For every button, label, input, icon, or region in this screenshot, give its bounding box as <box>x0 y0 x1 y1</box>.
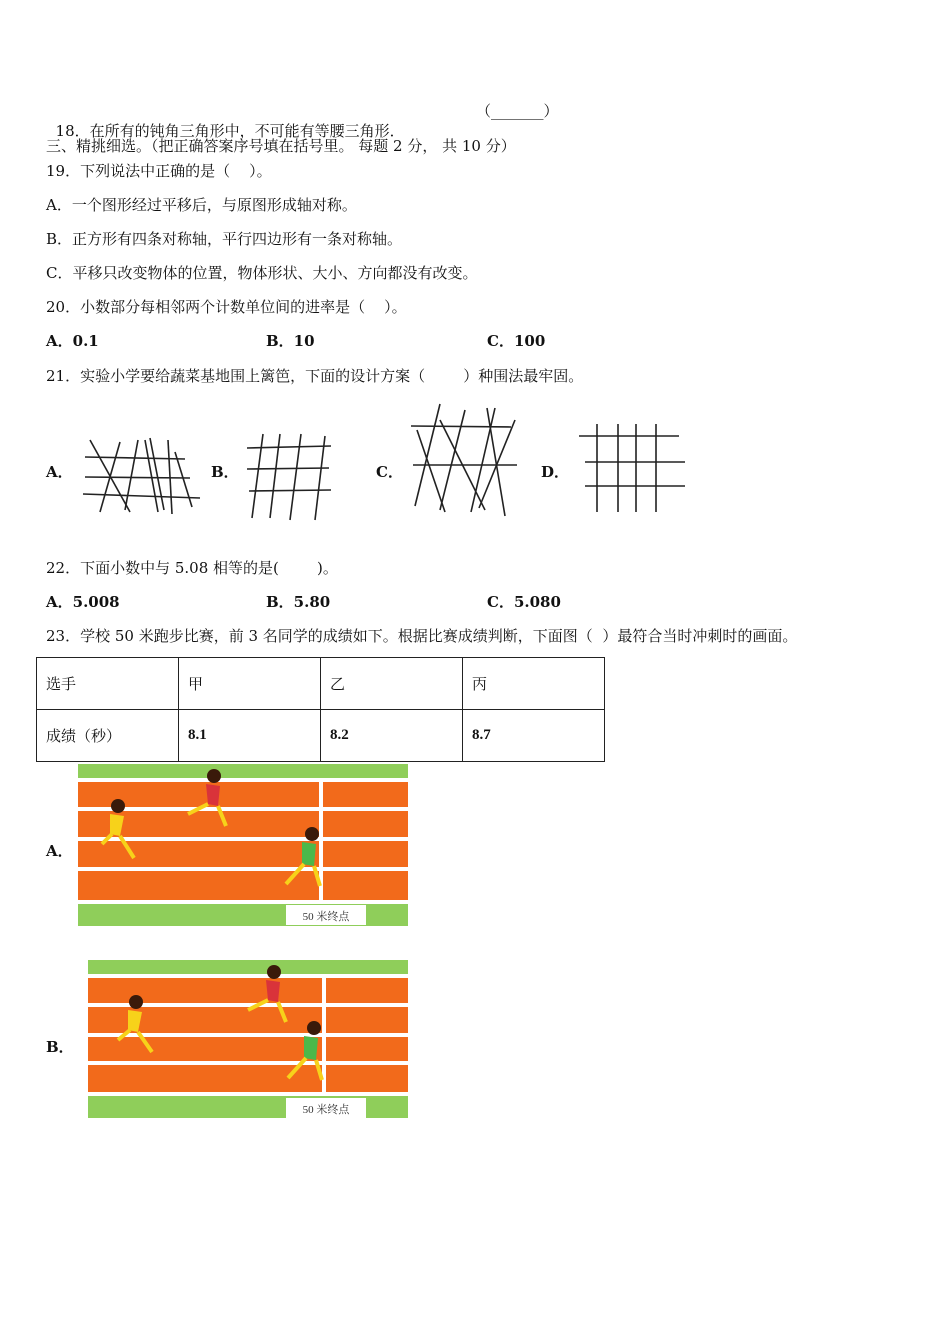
q22-option-a[interactable]: A．5.008 <box>46 593 120 611</box>
table-row <box>37 658 605 710</box>
race-picture-b <box>86 958 410 1120</box>
q19-option-c[interactable]: C．平移只改变物体的位置，物体形状、大小、方向都没有改变。 <box>46 264 478 282</box>
q21-label-c[interactable]: C． <box>376 463 403 481</box>
fence-diagram-c <box>405 400 523 522</box>
q19-option-a[interactable]: A．一个图形经过平移后，与原图形成轴对称。 <box>46 196 357 214</box>
fence-diagram-d <box>575 420 690 516</box>
q22-stem: 22．下面小数中与 5.08 相等的是( )。 <box>46 559 338 577</box>
q23-label-b[interactable]: B． <box>46 1038 74 1056</box>
section-title: 三、精挑细选。（把正确答案序号填在括号里。 每题 2 分， 共 10 分） <box>46 137 516 155</box>
q22-option-c[interactable]: C．5.080 <box>487 593 561 611</box>
q19-stem: 19．下列说法中正确的是（ ）。 <box>46 162 272 180</box>
table-cell: 8.1 <box>179 710 321 762</box>
table-header-cell: 选手 <box>37 658 179 710</box>
q23-stem: 23．学校 50 米跑步比赛，前 3 名同学的成绩如下。根据比赛成绩判断，下面图（ ）最符合当时冲刺时的画面。 <box>46 627 798 645</box>
table-cell: 8.7 <box>463 710 605 762</box>
q21-label-a[interactable]: A． <box>46 463 73 481</box>
table-row <box>37 710 605 762</box>
q22-option-b[interactable]: B．5.80 <box>266 593 331 611</box>
finish-line-label: 50 米终点 <box>302 911 350 923</box>
scores-table <box>36 657 605 762</box>
fence-diagram-a <box>80 432 205 520</box>
table-header-cell: 乙 <box>321 658 463 710</box>
table-cell: 成绩（秒） <box>37 710 179 762</box>
q21-label-d[interactable]: D． <box>541 463 570 481</box>
q18-text: 18．在所有的钝角三角形中，不可能有等腰三角形． <box>55 122 405 140</box>
finish-line-label: 50 米终点 <box>302 1104 350 1116</box>
q23-label-a[interactable]: A． <box>46 842 73 860</box>
q20-option-a[interactable]: A．0.1 <box>46 332 99 350</box>
q21-label-b[interactable]: B． <box>211 463 239 481</box>
table-header-cell: 甲 <box>179 658 321 710</box>
q20-stem: 20．小数部分每相邻两个计数单位间的进率是（ ）。 <box>46 298 407 316</box>
q19-option-b[interactable]: B．正方形有四条对称轴，平行四边形有一条对称轴。 <box>46 230 403 248</box>
q20-option-b[interactable]: B．10 <box>266 332 315 350</box>
fence-diagram-b <box>243 430 335 524</box>
q21-stem: 21．实验小学要给蔬菜基地围上篱笆，下面的设计方案（ ）种围法最牢固。 <box>46 367 584 385</box>
q20-option-c[interactable]: C．100 <box>487 332 546 350</box>
table-cell: 8.2 <box>321 710 463 762</box>
q18-answer-blank[interactable]: （_______） <box>476 102 559 120</box>
table-header-cell: 丙 <box>463 658 605 710</box>
race-picture-a <box>76 762 410 927</box>
